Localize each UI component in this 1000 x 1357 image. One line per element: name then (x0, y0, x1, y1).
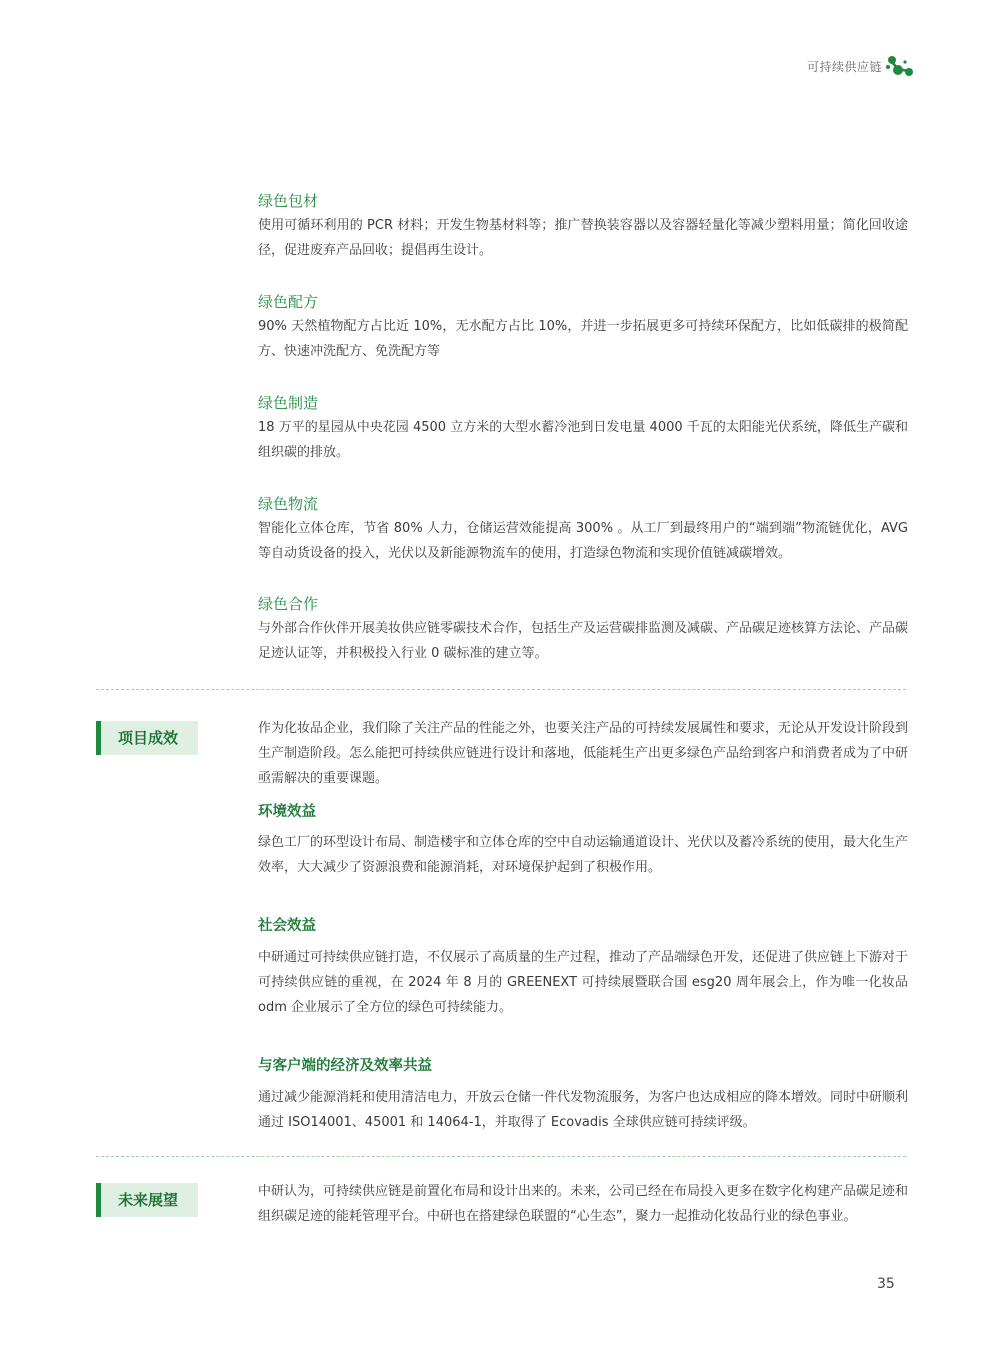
divider (96, 689, 906, 690)
econ-benefit-text: 通过减少能源消耗和使用清洁电力，开放云仓储一件代发物流服务，为客户也达成相应的降本增效。同时中研顺利通过 ISO14001、45001 和 14064-1，并取得了 Ecovadis 全球供应链可持续评级。 (258, 1090, 909, 1130)
section-title-green-packaging: 绿色包材 (258, 192, 319, 210)
page-header-label: 可持续供应链 (806, 60, 882, 74)
future-text: 中研认为，可持续供应链是前置化布局和设计出来的。未来，公司已经在布局投入更多在数字化构建产品碳足迹和组织碳足迹的能耗管理平台。中研也在搭建绿色联盟的“心生态”，聚力一起推动化妆品行业的绿色事业。 (258, 1184, 909, 1224)
results-intro-text: 作为化妆品企业，我们除了关注产品的性能之外，也要关注产品的可持续发展属性和要求，无论从开发设计阶段到生产制造阶段。怎么能把可持续供应链进行设计和落地，低能耗生产出更多绿色产品给到客户和消费者成为了中研亟需解决的重要课题。 (258, 721, 909, 786)
section-text-green-cooperation: 与外部合作伙伴开展美妆供应链零碳技术合作，包括生产及运营碳排监测及减碳、产品碳足迹核算方法论、产品碳足迹认证等，并积极投入行业 0 碳标准的建立等。 (258, 621, 909, 661)
econ-benefit-title: 与客户端的经济及效率共益 (258, 1058, 432, 1074)
social-benefit-text: 中研通过可持续供应链打造，不仅展示了高质量的生产过程，推动了产品端绿色开发，还促进了供应链上下游对于可持续供应链的重视，在 2024 年 8 月的 GREENEXT 可持续展暨联合国 esg20 周年展会上，作为唯一化妆品 odm 企业展示了全方位的绿色可持续能力。 (258, 950, 909, 1015)
results-tag: 项目成效 (96, 721, 198, 755)
section-text-green-formula: 90% 天然植物配方占比近 10%，无水配方占比 10%，并进一步拓展更多可持续环保配方，比如低碳排的极简配方、快速冲洗配方、免洗配方等 (258, 319, 908, 359)
section-text-green-manufacturing: 18 万平的星园从中央花园 4500 立方米的大型水蓄冷池到日发电量 4000 千瓦的太阳能光伏系统，降低生产碳和组织碳的排放。 (258, 420, 908, 460)
divider (96, 1156, 906, 1157)
env-benefit-text: 绿色工厂的环型设计布局、制造楼宇和立体仓库的空中自动运输通道设计、光伏以及蓄冷系统的使用，最大化生产效率，大大减少了资源浪费和能源消耗，对环境保护起到了积极作用。 (258, 835, 909, 875)
future-tag: 未来展望 (96, 1183, 198, 1217)
social-benefit-title: 社会效益 (258, 918, 316, 934)
section-title-green-formula: 绿色配方 (258, 293, 319, 311)
page-number: 35 (877, 1276, 895, 1292)
section-text-green-logistics: 智能化立体仓库，节省 80% 人力，仓储运营效能提高 300% 。从工厂到最终用户的“端到端”物流链优化，AVG 等自动货设备的投入，光伏以及新能源物流车的使用，打造绿色物流和实现价值链减碳增效。 (258, 521, 908, 561)
section-title-green-logistics: 绿色物流 (258, 495, 319, 513)
section-title-green-manufacturing: 绿色制造 (258, 394, 319, 412)
molecule-logo-icon (884, 54, 914, 78)
section-text-green-packaging: 使用可循环利用的 PCR 材料；开发生物基材料等；推广替换装容器以及容器轻量化等减少塑料用量；简化回收途径，促进废弃产品回收；提倡再生设计。 (258, 218, 908, 258)
section-title-green-cooperation: 绿色合作 (258, 595, 319, 613)
env-benefit-title: 环境效益 (258, 804, 316, 820)
